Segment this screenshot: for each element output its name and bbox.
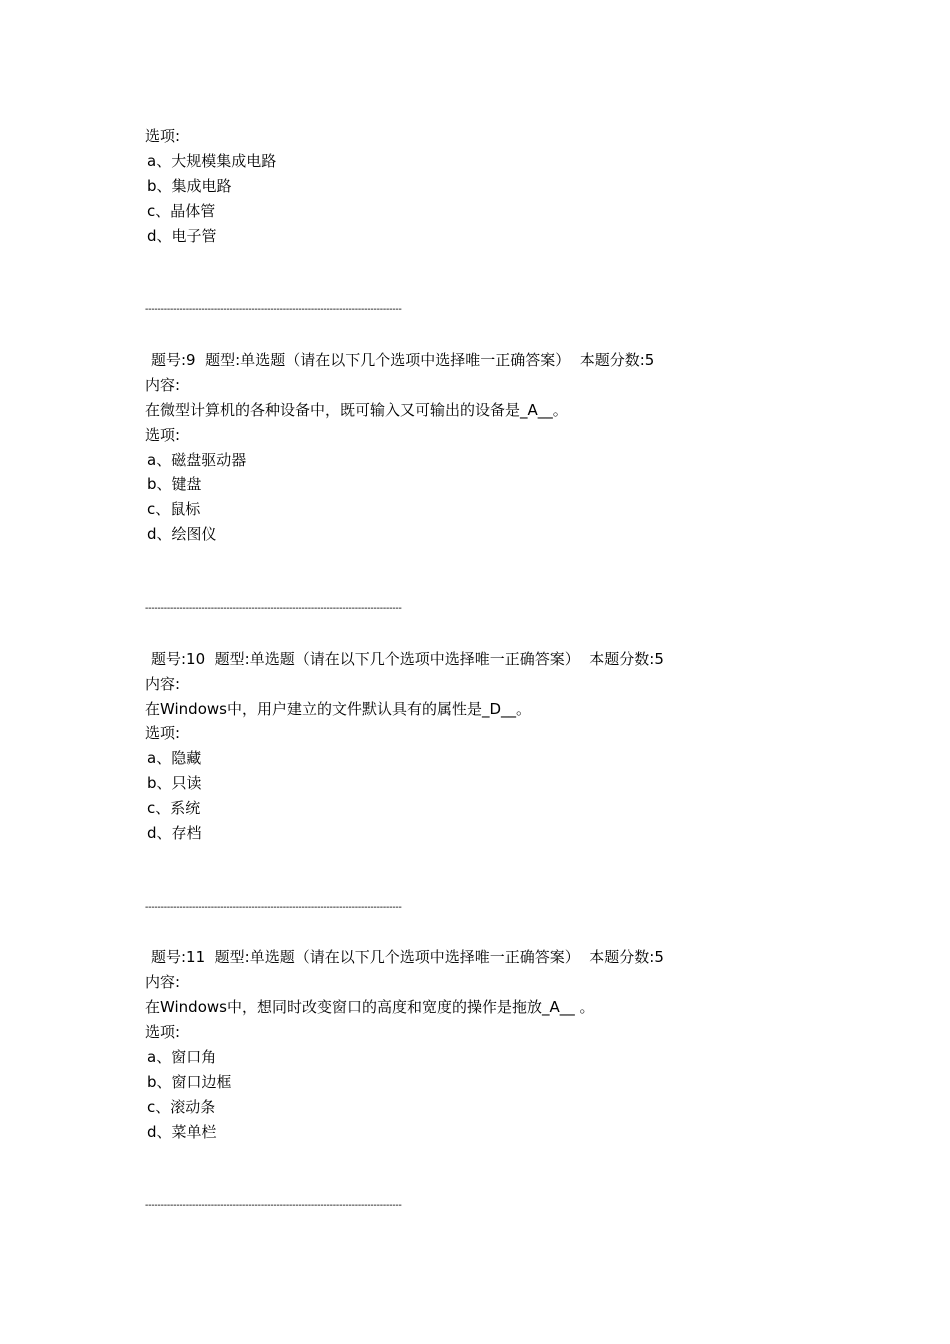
question-8-option-b: b、集成电路 bbox=[147, 176, 232, 195]
question-10-option-b: b、只读 bbox=[147, 774, 202, 793]
question-9-option-a: a、磁盘驱动器 bbox=[147, 450, 247, 469]
question-9-header: 题号:9 题型:单选题（请在以下几个选项中选择唯一正确答案） 本题分数:5 bbox=[151, 351, 655, 370]
question-10-option-d: d、存档 bbox=[147, 823, 202, 842]
question-11-content: 在Windows中，想同时改变窗口的高度和宽度的操作是拖放_A__ 。 bbox=[145, 998, 595, 1017]
question-8-option-a: a、大规模集成电路 bbox=[147, 151, 277, 170]
divider-4: ---------------------------------------------------------------------------------- bbox=[145, 1200, 402, 1212]
question-9-option-b: b、键盘 bbox=[147, 475, 202, 494]
divider-3: ---------------------------------------------------------------------------------- bbox=[145, 901, 402, 913]
question-10-option-a: a、隐藏 bbox=[147, 749, 202, 768]
question-9-option-c: c、鼠标 bbox=[147, 500, 201, 519]
question-11-option-d: d、菜单栏 bbox=[147, 1122, 217, 1141]
question-8-option-c: c、晶体管 bbox=[147, 201, 216, 220]
question-9-content: 在微型计算机的各种设备中，既可输入又可输出的设备是_A__。 bbox=[145, 400, 568, 419]
question-11-header: 题号:11 题型:单选题（请在以下几个选项中选择唯一正确答案） 本题分数:5 bbox=[151, 948, 664, 967]
blank-space bbox=[145, 921, 845, 946]
blank-space bbox=[145, 547, 845, 597]
question-11-content-label: 内容: bbox=[145, 973, 181, 992]
document-page bbox=[145, 124, 845, 1219]
question-11-option-a: a、窗口角 bbox=[147, 1048, 217, 1066]
question-11-option-b: b、窗口边框 bbox=[147, 1072, 232, 1091]
blank-space bbox=[145, 622, 845, 647]
question-9-options-label: 选项: bbox=[145, 425, 181, 444]
question-11-options-label: 选项: bbox=[145, 1023, 181, 1042]
divider-2: ---------------------------------------------------------------------------------- bbox=[145, 602, 402, 614]
question-9-content-label: 内容: bbox=[145, 375, 181, 394]
divider-1: ---------------------------------------------------------------------------------- bbox=[145, 304, 402, 316]
question-10-options-label: 选项: bbox=[145, 724, 181, 743]
question-10-content-label: 内容: bbox=[145, 674, 181, 693]
question-9-option-d: d、绘图仪 bbox=[147, 525, 217, 544]
question-8-options-label: 选项: bbox=[145, 127, 181, 145]
blank-space bbox=[145, 323, 845, 348]
question-10-header: 题号:10 题型:单选题（请在以下几个选项中选择唯一正确答案） 本题分数:5 bbox=[151, 649, 664, 668]
blank-space bbox=[145, 1145, 845, 1195]
blank-space bbox=[145, 846, 845, 896]
question-8-option-d: d、电子管 bbox=[147, 226, 217, 245]
blank-space bbox=[145, 248, 845, 298]
question-10-content: 在Windows中，用户建立的文件默认具有的属性是_D__。 bbox=[145, 699, 532, 718]
question-11-option-c: c、滚动条 bbox=[147, 1097, 216, 1116]
question-10-option-c: c、系统 bbox=[147, 799, 201, 818]
